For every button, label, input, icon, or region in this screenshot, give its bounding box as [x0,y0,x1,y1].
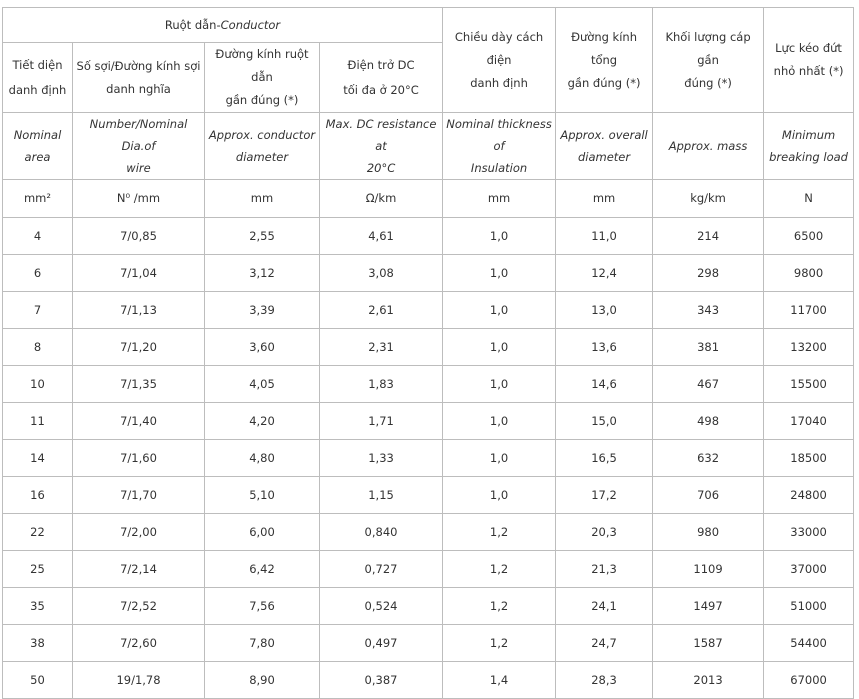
header-mass-vi: Khối lượng cáp gần đúng (*) [653,8,764,113]
cell-overall-diameter: 14,6 [556,366,653,403]
cell-mass: 2013 [653,662,764,699]
cell-dc-resistance: 1,15 [320,477,443,514]
header-nominal-area-en: Nominal area [3,113,73,180]
cell-wire-count: 7/1,60 [73,440,205,477]
unit-cell: Ω/km [320,180,443,218]
cell-conductor-diameter: 8,90 [205,662,320,699]
cell-conductor-diameter: 5,10 [205,477,320,514]
unit-cell: N⁰ /mm [73,180,205,218]
cell-breaking-load: 51000 [764,588,854,625]
header-mass-en: Approx. mass [653,113,764,180]
table-row [3,255,854,292]
cell-wire-count: 19/1,78 [73,662,205,699]
cell-conductor-diameter: 6,00 [205,514,320,551]
cell-conductor-diameter: 3,39 [205,292,320,329]
cell-dc-resistance: 0,497 [320,625,443,662]
cell-insulation-thickness: 1,2 [443,514,556,551]
header-wire-count-en: Number/Nominal Dia.of wire [73,113,205,180]
table-row [3,440,854,477]
cell-dc-resistance: 1,33 [320,440,443,477]
header-wire-count-vi: Số sợi/Đường kính sợi danh nghĩa [73,43,205,113]
header-conductor-diameter-en: Approx. conductor diameter [205,113,320,180]
cell-insulation-thickness: 1,0 [443,329,556,366]
cell-mass: 706 [653,477,764,514]
cable-spec-table [2,7,854,699]
unit-cell: mm² [3,180,73,218]
cell-wire-count: 7/1,70 [73,477,205,514]
cell-nominal-area: 38 [3,625,73,662]
cell-overall-diameter: 16,5 [556,440,653,477]
cell-mass: 980 [653,514,764,551]
table-row [3,366,854,403]
table-body [3,218,854,699]
cell-overall-diameter: 13,0 [556,292,653,329]
unit-cell: kg/km [653,180,764,218]
cell-overall-diameter: 24,7 [556,625,653,662]
cell-insulation-thickness: 1,0 [443,292,556,329]
cell-nominal-area: 6 [3,255,73,292]
header-row-group [3,8,854,43]
cell-insulation-thickness: 1,2 [443,551,556,588]
header-nominal-area-vi: Tiết diện danh định [3,43,73,113]
cell-dc-resistance: 2,31 [320,329,443,366]
cell-nominal-area: 10 [3,366,73,403]
table-row [3,403,854,440]
cell-insulation-thickness: 1,0 [443,477,556,514]
cell-breaking-load: 67000 [764,662,854,699]
header-breaking-load-en: Minimum breaking load [764,113,854,180]
header-overall-diameter-en: Approx. overall diameter [556,113,653,180]
cell-conductor-diameter: 2,55 [205,218,320,255]
header-conductor-diameter-vi: Đường kính ruột dẫn gần đúng (*) [205,43,320,113]
unit-cell: mm [556,180,653,218]
cell-nominal-area: 14 [3,440,73,477]
cell-mass: 214 [653,218,764,255]
cell-conductor-diameter: 6,42 [205,551,320,588]
cell-overall-diameter: 12,4 [556,255,653,292]
cell-insulation-thickness: 1,4 [443,662,556,699]
cell-wire-count: 7/1,35 [73,366,205,403]
cell-wire-count: 7/1,13 [73,292,205,329]
cell-breaking-load: 15500 [764,366,854,403]
cell-conductor-diameter: 3,60 [205,329,320,366]
cell-insulation-thickness: 1,0 [443,403,556,440]
cell-dc-resistance: 0,524 [320,588,443,625]
cell-mass: 1587 [653,625,764,662]
header-insulation-thickness-vi: Chiều dày cách điện danh định [443,8,556,113]
cell-nominal-area: 22 [3,514,73,551]
conductor-group-label-vi: Ruột dẫn- [164,17,221,32]
header-row-en [3,113,854,180]
cell-conductor-diameter: 7,56 [205,588,320,625]
cell-overall-diameter: 21,3 [556,551,653,588]
cell-nominal-area: 35 [3,588,73,625]
header-breaking-load-vi: Lực kéo đứt nhỏ nhất (*) [764,8,854,113]
cell-nominal-area: 8 [3,329,73,366]
cell-dc-resistance: 0,387 [320,662,443,699]
cell-conductor-diameter: 7,80 [205,625,320,662]
cell-wire-count: 7/2,60 [73,625,205,662]
cell-mass: 381 [653,329,764,366]
table-row [3,477,854,514]
cell-conductor-diameter: 4,05 [205,366,320,403]
cell-mass: 343 [653,292,764,329]
cell-wire-count: 7/2,00 [73,514,205,551]
cell-wire-count: 7/2,14 [73,551,205,588]
cell-dc-resistance: 1,83 [320,366,443,403]
cell-mass: 1109 [653,551,764,588]
cell-insulation-thickness: 1,0 [443,440,556,477]
cell-insulation-thickness: 1,0 [443,366,556,403]
cell-dc-resistance: 1,71 [320,403,443,440]
header-dc-resistance-en: Max. DC resistance at 20°C [320,113,443,180]
cell-insulation-thickness: 1,0 [443,255,556,292]
cell-dc-resistance: 0,727 [320,551,443,588]
table-row [3,625,854,662]
conductor-group-header [3,8,443,43]
cell-conductor-diameter: 4,20 [205,403,320,440]
cell-breaking-load: 54400 [764,625,854,662]
cell-wire-count: 7/0,85 [73,218,205,255]
table-row [3,218,854,255]
header-dc-resistance-vi: Điện trở DC tối đa ở 20°C [320,43,443,113]
cell-overall-diameter: 20,3 [556,514,653,551]
cell-wire-count: 7/1,04 [73,255,205,292]
cell-breaking-load: 13200 [764,329,854,366]
cell-mass: 298 [653,255,764,292]
cell-wire-count: 7/1,20 [73,329,205,366]
cell-overall-diameter: 28,3 [556,662,653,699]
cell-breaking-load: 9800 [764,255,854,292]
cell-dc-resistance: 3,08 [320,255,443,292]
cell-wire-count: 7/1,40 [73,403,205,440]
cell-nominal-area: 25 [3,551,73,588]
cell-mass: 498 [653,403,764,440]
cell-breaking-load: 6500 [764,218,854,255]
cell-overall-diameter: 13,6 [556,329,653,366]
cell-mass: 467 [653,366,764,403]
cell-nominal-area: 4 [3,218,73,255]
cell-breaking-load: 37000 [764,551,854,588]
table-row [3,329,854,366]
cell-breaking-load: 18500 [764,440,854,477]
unit-cell: N [764,180,854,218]
unit-cell: mm [443,180,556,218]
cell-insulation-thickness: 1,2 [443,625,556,662]
cell-nominal-area: 50 [3,662,73,699]
cell-breaking-load: 33000 [764,514,854,551]
cell-breaking-load: 24800 [764,477,854,514]
header-insulation-thickness-en: Nominal thickness of Insulation [443,113,556,180]
cell-overall-diameter: 17,2 [556,477,653,514]
unit-cell: mm [205,180,320,218]
cell-conductor-diameter: 4,80 [205,440,320,477]
cell-wire-count: 7/2,52 [73,588,205,625]
cell-mass: 1497 [653,588,764,625]
cell-nominal-area: 11 [3,403,73,440]
cell-dc-resistance: 0,840 [320,514,443,551]
cell-dc-resistance: 4,61 [320,218,443,255]
table-row [3,588,854,625]
cell-overall-diameter: 15,0 [556,403,653,440]
table-row [3,514,854,551]
units-row [3,180,854,218]
cell-overall-diameter: 24,1 [556,588,653,625]
table-row [3,662,854,699]
cell-conductor-diameter: 3,12 [205,255,320,292]
cell-breaking-load: 11700 [764,292,854,329]
cell-insulation-thickness: 1,0 [443,218,556,255]
cell-mass: 632 [653,440,764,477]
cell-breaking-load: 17040 [764,403,854,440]
conductor-group-label-en: Conductor [220,17,281,32]
cell-nominal-area: 7 [3,292,73,329]
table-row [3,292,854,329]
header-overall-diameter-vi: Đường kính tổng gần đúng (*) [556,8,653,113]
cell-nominal-area: 16 [3,477,73,514]
cell-dc-resistance: 2,61 [320,292,443,329]
cell-overall-diameter: 11,0 [556,218,653,255]
cell-insulation-thickness: 1,2 [443,588,556,625]
table-row [3,551,854,588]
